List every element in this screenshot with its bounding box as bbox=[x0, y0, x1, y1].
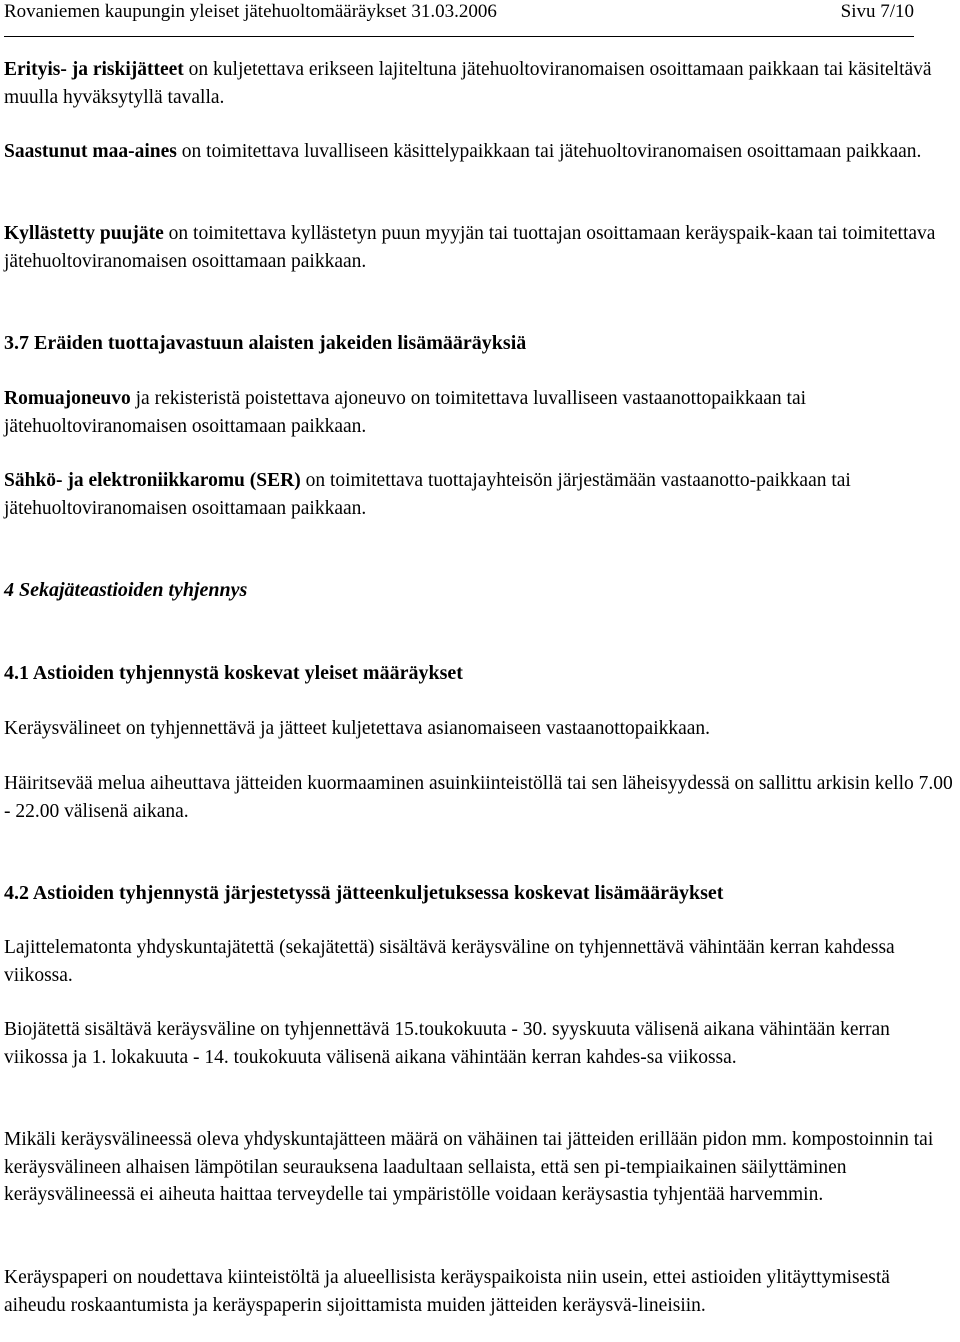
paragraph-text: ja rekisteristä poistettava ajoneuvo on toimitettava luvalliseen vastaanottopaikkaan tai jätehuoltoviranomaisen osoittamaan paikkaan. bbox=[4, 388, 807, 437]
paragraph-emptying-general: Keräysvälineet on tyhjennettävä ja jätteet kuljetettava asianomaiseen vastaanottopaikkaan. bbox=[4, 718, 711, 739]
term-contaminated-soil: Saastunut maa-aines bbox=[4, 141, 177, 162]
paragraph-text: on toimitettava luvalliseen käsittelypaikkaan tai jätehuoltoviranomaisen osoittamaan paikkaan. bbox=[176, 141, 922, 162]
paragraph-text: on kuljetettava erikseen lajiteltuna jätehuoltoviranomaisen osoittamaan paikkaan tai käsiteltävä muulla hyväksytyllä tavalla. bbox=[4, 59, 932, 108]
term-scrap-vehicle: Romuajoneuvo bbox=[4, 388, 131, 409]
paragraph-hazardous-waste bbox=[4, 56, 954, 111]
term-electronic-waste: Sähkö- ja elektroniikkaromu (SER) bbox=[4, 470, 301, 491]
paragraph-reduced-emptying: Mikäli keräysvälineessä oleva yhdyskuntajätteen määrä on vähäinen tai jätteiden erillään pidon mm. kompostoinnin tai keräysvälineen alhaisen lämpötilan seurauksena laadultaan sellaista, että sen pi-tempiaikainen säilyttäminen keräysvälineessä ei aiheuta haittaa terveydelle tai ympäristölle voidaan keräysastia tyhjentää harvemmin. bbox=[4, 1129, 934, 1205]
paragraph-contaminated-soil bbox=[4, 138, 954, 166]
page-number: Sivu 7/10 bbox=[840, 1, 914, 22]
paragraph-treated-wood bbox=[4, 220, 954, 275]
paragraph-paper-collection: Keräyspaperi on noudettava kiinteistöltä ja alueellisista keräyspaikoista niin usein, ettei astioiden ylitäyttymisestä aiheudu roskaantumista ja keräyspaperin sijoittamista muiden jätteiden keräysvä-lineisiin. bbox=[4, 1267, 890, 1316]
paragraph-electronic-waste bbox=[4, 467, 954, 522]
section-heading-4: 4 Sekajäteastioiden tyhjennys bbox=[4, 579, 248, 601]
paragraph-noise-hours: Häiritsevää melua aiheuttava jätteiden kuormaaminen asuinkiinteistöllä tai sen läheisyydessä on sallittu arkisin kello 7.00 - 22.00 välisenä aikana. bbox=[4, 773, 953, 822]
paragraph-text: on toimitettava tuottajayhteisön järjestämään vastaanotto-paikkaan tai jätehuoltoviranomaisen osoittamaan paikkaan. bbox=[4, 470, 851, 519]
paragraph-scrap-vehicle bbox=[4, 385, 954, 440]
section-heading-4-2: 4.2 Astioiden tyhjennystä järjestetyssä jätteenkuljetuksessa koskevat lisämääräykset bbox=[4, 882, 724, 904]
paragraph-biowaste-interval: Biojätettä sisältävä keräysväline on tyhjennettävä 15.toukokuuta - 30. syyskuuta välisenä aikana vähintään kerran viikossa ja 1. lokakuuta - 14. toukokuuta välisenä aikana vähintään kerran kahdes-sa viikossa. bbox=[4, 1019, 890, 1068]
term-hazardous-waste: Erityis- ja riskijätteet bbox=[4, 59, 184, 80]
section-heading-3-7: 3.7 Eräiden tuottajavastuun alaisten jakeiden lisämääräyksiä bbox=[4, 332, 527, 354]
term-treated-wood: Kyllästetty puujäte bbox=[4, 223, 164, 244]
paragraph-text: on toimitettava kyllästetyn puun myyjän tai tuottajan osoittamaan keräyspaik-kaan tai toimitettava jätehuoltoviranomaisen osoittamaan paikkaan. bbox=[4, 223, 936, 272]
header-title: Rovaniemen kaupungin yleiset jätehuoltomääräykset 31.03.2006 bbox=[4, 1, 497, 22]
section-heading-4-1: 4.1 Astioiden tyhjennystä koskevat yleiset määräykset bbox=[4, 662, 463, 684]
page-header bbox=[4, 0, 914, 37]
paragraph-mixed-waste-interval: Lajittelematonta yhdyskuntajätettä (sekajätettä) sisältävä keräysväline on tyhjennettävä vähintään kerran kahdessa viikossa. bbox=[4, 937, 895, 986]
